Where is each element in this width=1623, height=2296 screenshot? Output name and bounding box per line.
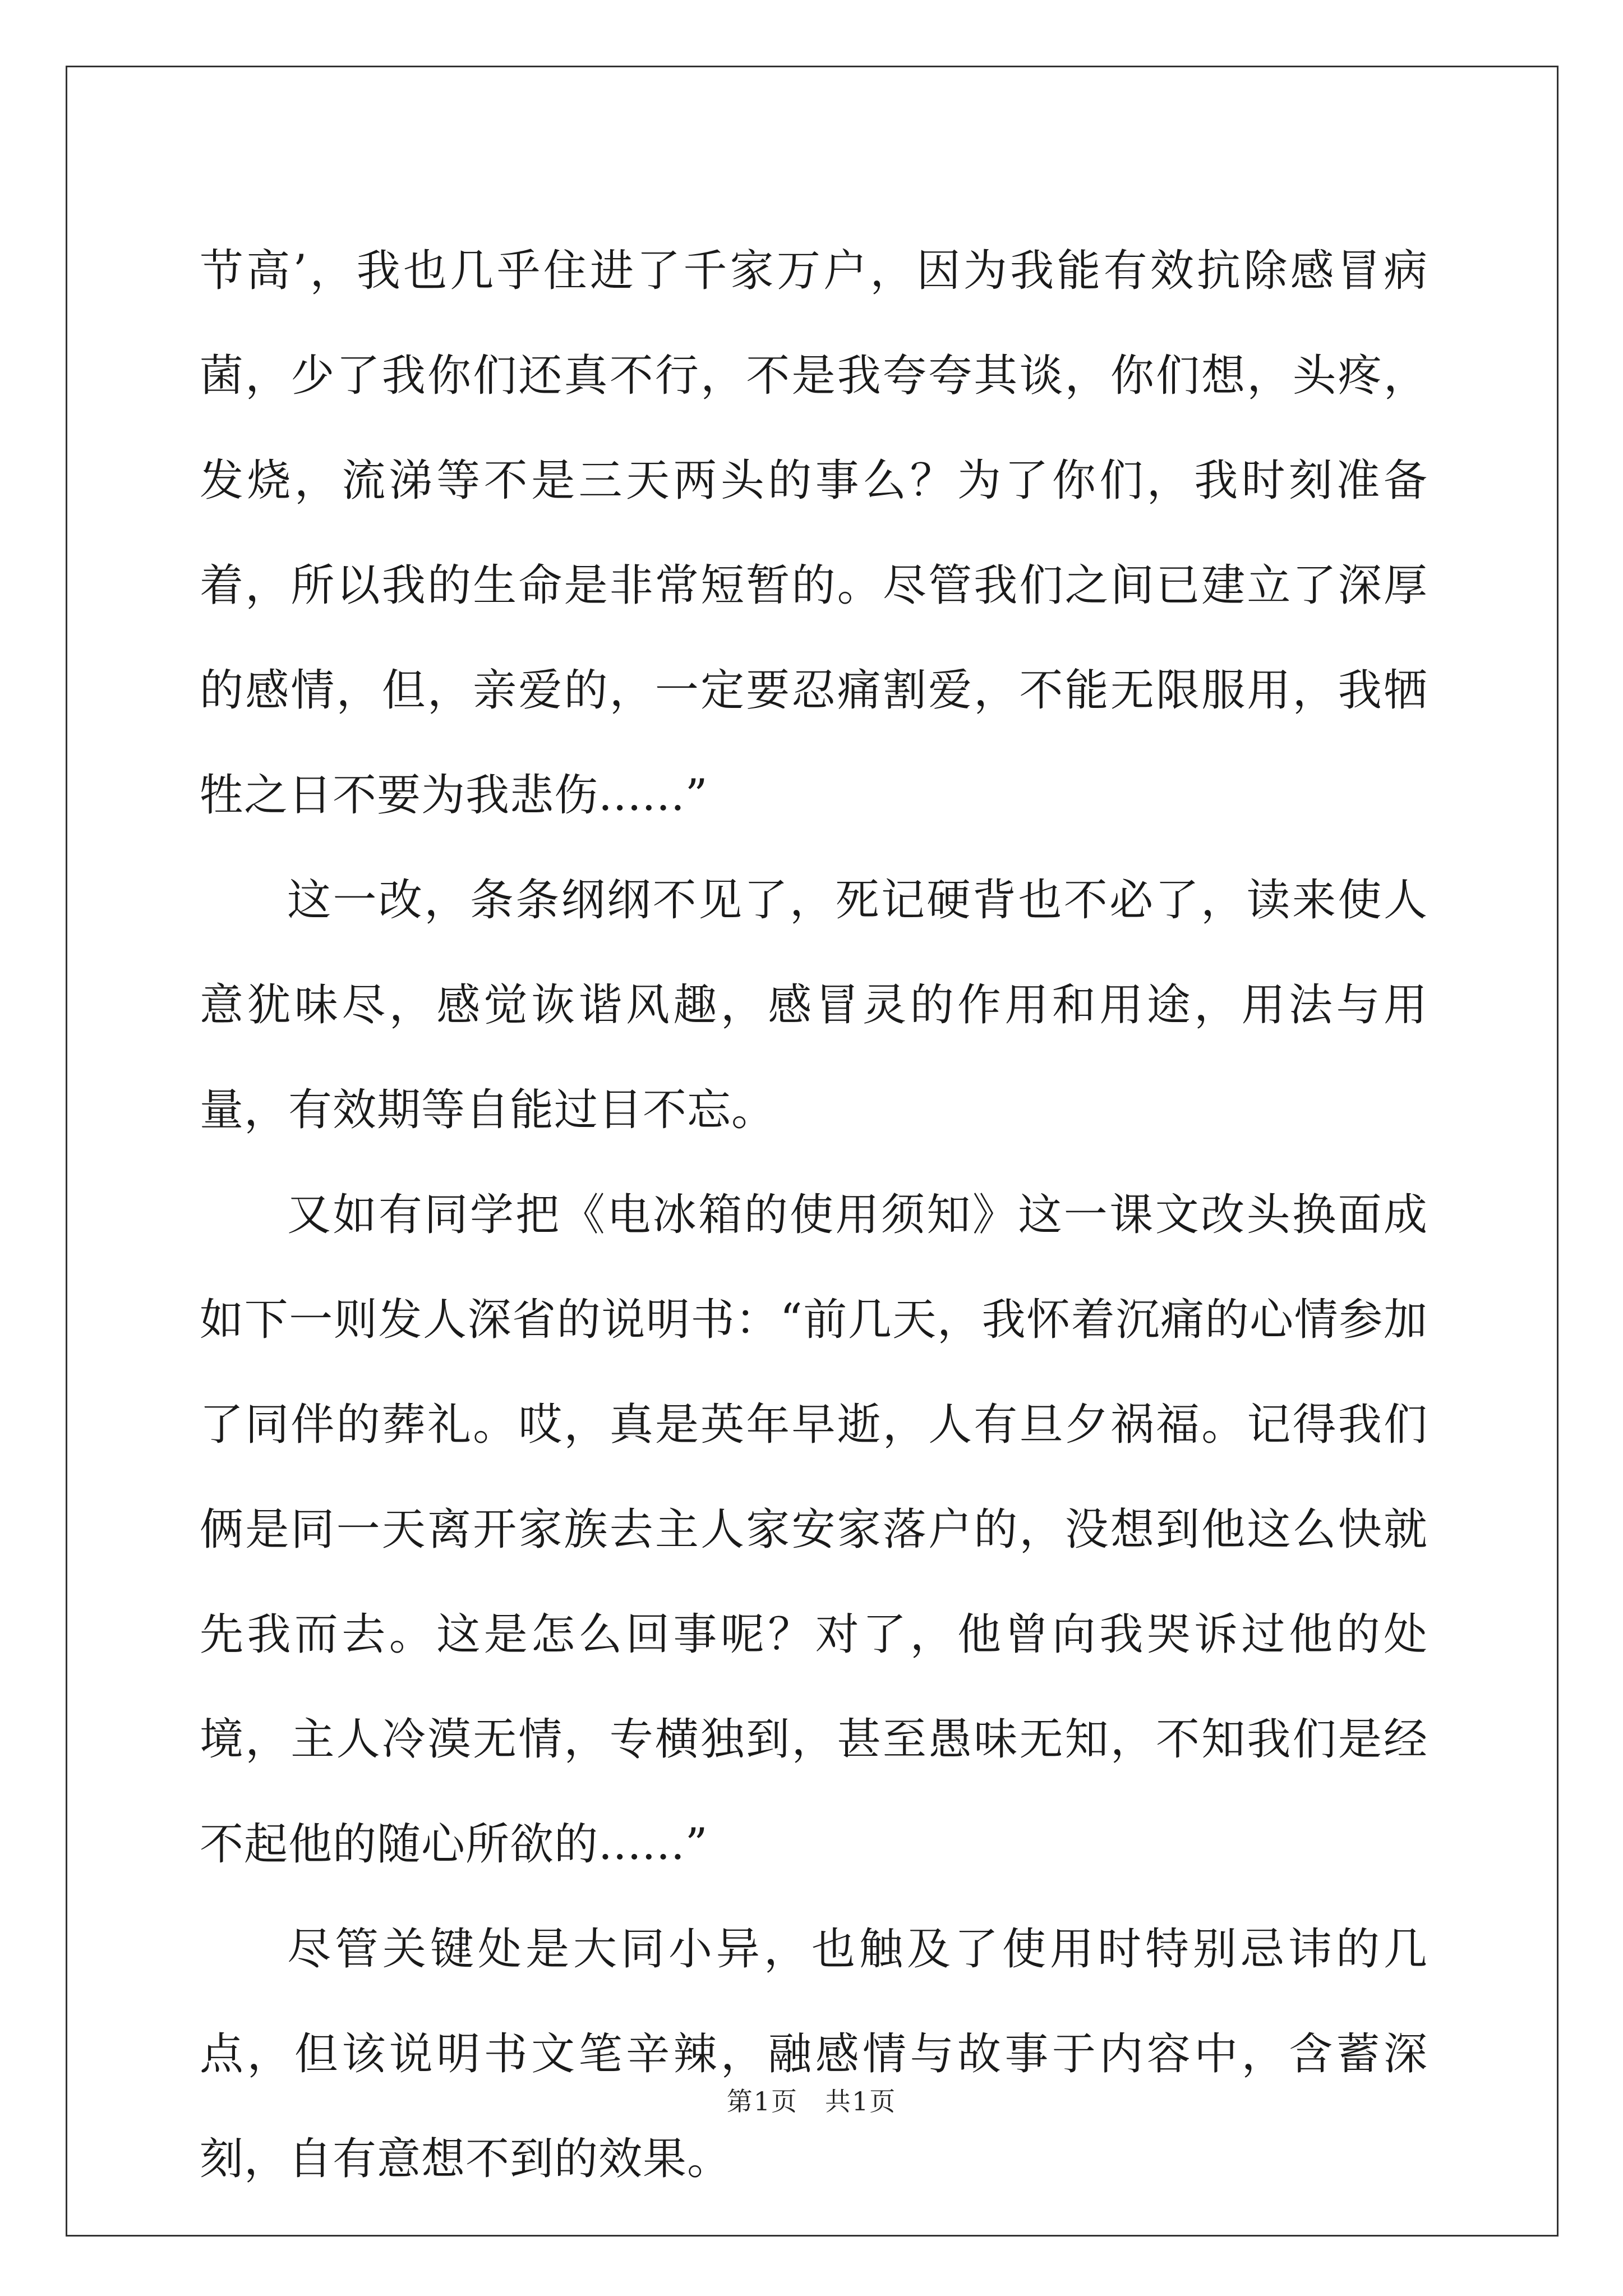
document-body <box>200 219 1428 2212</box>
page-number-footer: 第1页 共1页 <box>726 2086 897 2116</box>
paragraph-3: 又如有同学把《电冰箱的使用须知》这一课文改头换面成如下一则发人深省的说明书：“前几天，我怀着沉痛的心情参加了同伴的葬礼。哎，真是英年早逝，人有旦夕祸福。记得我们俩是同一天离开家族去主人家安家落户的，没想到他这么快就先我而去。这是怎么回事呢？对了，他曾向我哭诉过他的处境，主人冷漠无情，专横独到，甚至愚味无知，不知我们是经不起他的随心所欲的......” <box>200 1190 1428 1870</box>
paragraph-2: 这一改，条条纲纲不见了，死记硬背也不必了，读来使人意犹味尽，感觉诙谐风趣，感冒灵的作用和用途，用法与用量，有效期等自能过目不忘。 <box>200 875 1428 1135</box>
paragraph-1: 节高’，我也几乎住进了千家万户，因为我能有效抗除感冒病菌，少了我你们还真不行，不是我夸夸其谈，你们想，头疼，发烧，流涕等不是三天两头的事么？为了你们，我时刻准备着，所以我的生命是非常短暂的。尽管我们之间已建立了深厚的感情，但，亲爱的，一定要忍痛割爱，不能无限服用，我牺牲之日不要为我悲伤......” <box>200 246 1428 821</box>
paragraph-4: 尽管关键处是大同小异，也触及了使用时特别忌讳的几点，但该说明书文笔辛辣，融感情与故事于内容中，含蓄深刻，自有意想不到的效果。 <box>200 1924 1428 2184</box>
